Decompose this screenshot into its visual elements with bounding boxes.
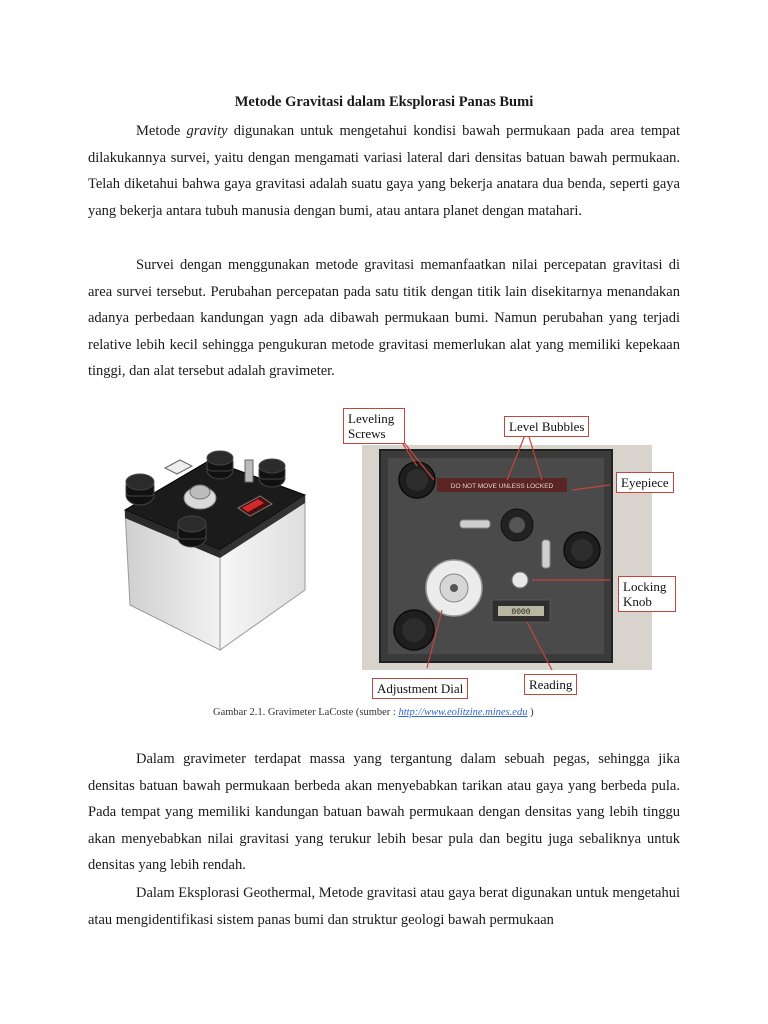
paragraph-2: Survei dengan menggunakan metode gravitasi memanfaatkan nilai percepatan gravitasi di area survei tersebut. Perubahan percepatan pada satu titik dengan titik lain disekitarnya menandakan adanya perbedaan kandungan yagn ada dibawah permukaan bumi. Namun perubahan yang terjadi relative lebih kecil sehingga pengukuran metode gravitasi memerlukan alat yang memiliki kepekaan tinggi, dan alat tersebut adalah gravimeter. <box>88 257 680 380</box>
caption-text: Gambar 2.1. Gravimeter LaCoste (sumber : <box>213 707 399 718</box>
label-level-bubbles: Level Bubbles <box>504 416 589 437</box>
label-leveling-screws: Leveling Screws <box>343 408 405 444</box>
label-eyepiece: Eyepiece <box>616 472 674 493</box>
label-locking-knob: Locking Knob <box>618 576 676 612</box>
caption-suffix: ) <box>527 707 534 718</box>
caption-source-link[interactable]: http://www.eolitzine.mines.edu <box>398 707 528 718</box>
gravimeter-annotated-photo <box>342 400 680 700</box>
term-gravity: gravity <box>186 123 228 139</box>
warning-strip-text: DO NOT MOVE UNLESS LOCKED <box>450 483 554 490</box>
document-title: Metode Gravitasi dalam Eksplorasi Panas Bumi <box>234 94 534 110</box>
paragraph-1-start: Metode <box>136 123 187 139</box>
counter-reading-text: 0000 <box>511 608 531 617</box>
figure-caption <box>213 707 534 718</box>
paragraph-1-rest: digunakan untuk mengetahui kondisi bawah permukaan pada area tempat dilakukannya survei, yaitu dengan mengamati variasi lateral dari densitas batuan bawah permukaan. Telah diketahui bahwa gaya gravitasi adalah suatu gaya yang bekerja anatara dua benda, seperti gaya yang bekerja antara tubuh manusia dengan bumi, atau antara planet dengan matahari. <box>88 123 681 219</box>
paragraph-1 <box>88 118 680 224</box>
paragraph-3: Dalam gravimeter terdapat massa yang tergantung dalam sebuah pegas, sehingga jika densitas batuan bawah permukaan berbeda akan menyebabkan tarikan atau gaya yang berbeda pula. Pada tempat yang memiliki kandungan batuan bawah permukaan dengan densitas yang lebih tinggu akan menyebabkan nilai gravitasi yang terukur lebih besar pula dan begitu juga sebaliknya untuk densitas yang lebih rendah. <box>88 751 680 874</box>
gravimeter-figure <box>100 400 680 700</box>
label-adjustment-dial: Adjustment Dial <box>372 678 468 699</box>
paragraph-4: Dalam Eksplorasi Geothermal, Metode gravitasi atau gaya berat digunakan untuk mengetahui atau mengidentifikasi sistem panas bumi dan struktur geologi bawah permukaan <box>88 885 680 928</box>
label-reading: Reading <box>524 674 577 695</box>
gravimeter-photo <box>100 420 330 660</box>
